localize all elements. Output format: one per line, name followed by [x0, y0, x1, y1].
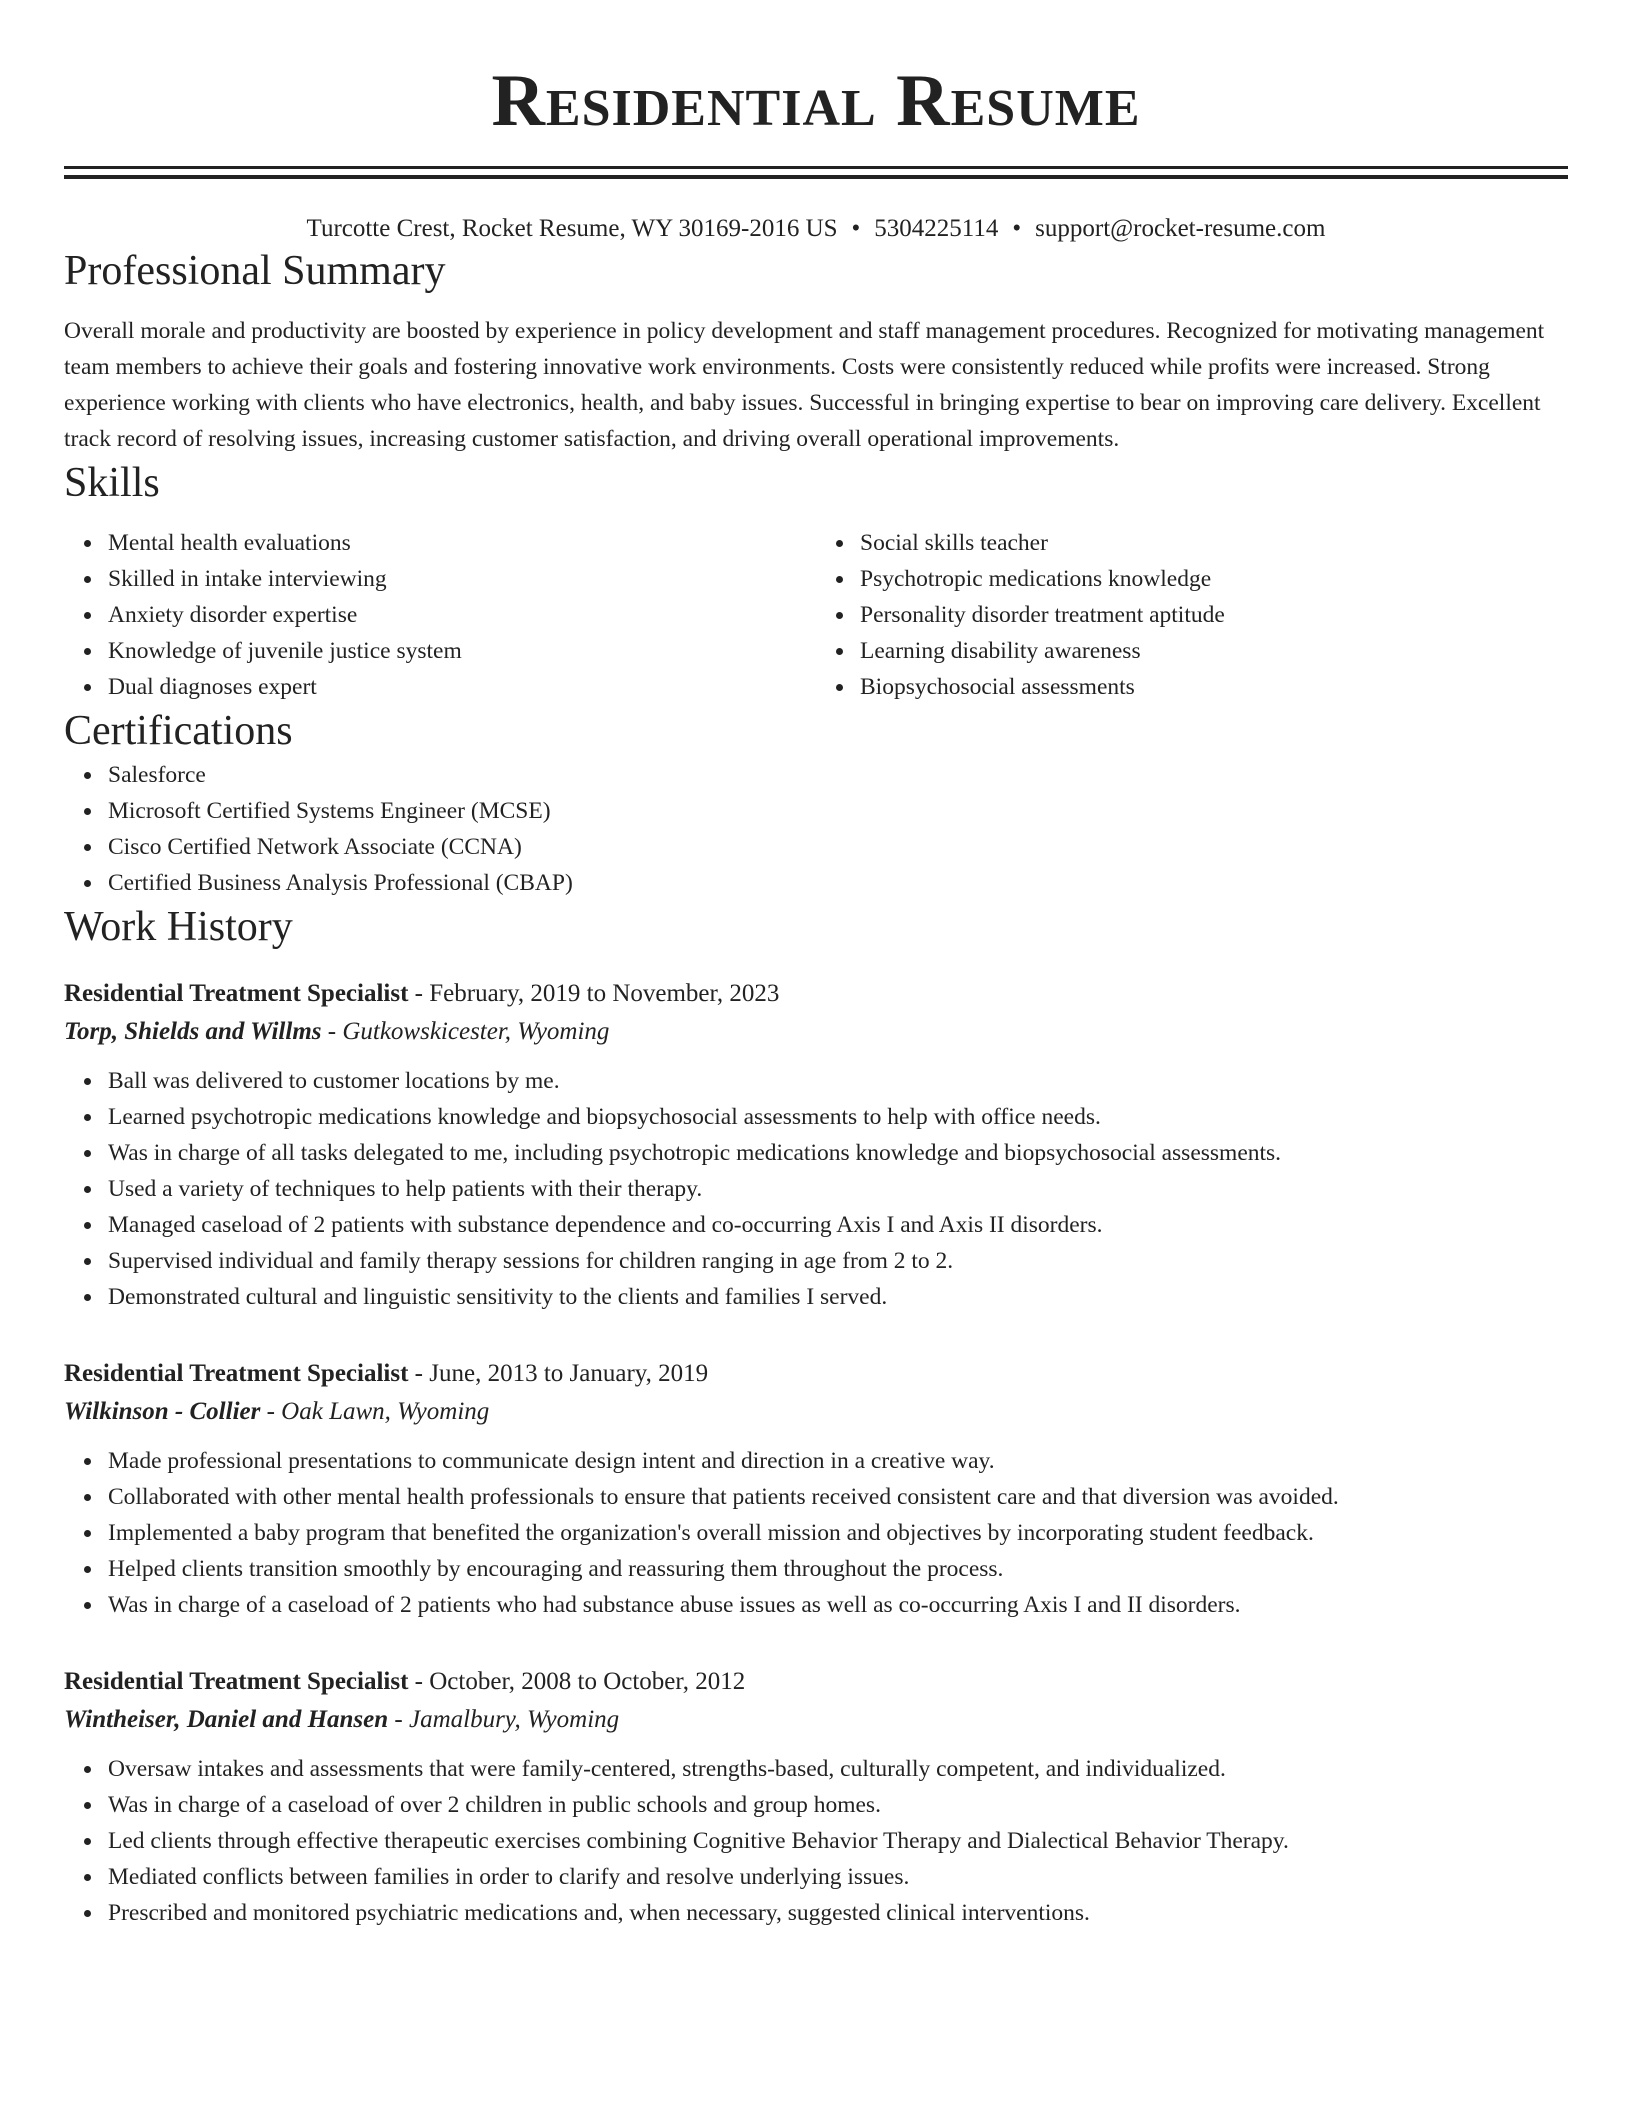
- title-rule-bottom: [64, 175, 1568, 179]
- skill-item: Mental health evaluations: [108, 525, 816, 561]
- company-dash: -: [321, 1018, 343, 1045]
- company-name: Wilkinson - Collier: [64, 1398, 261, 1425]
- certifications-heading: Certifications: [64, 708, 293, 754]
- work-history-heading: Work History: [64, 904, 293, 950]
- company-line: [64, 1013, 1568, 1051]
- contact-phone: 5304225114: [874, 215, 999, 242]
- job-dash: -: [408, 1360, 430, 1387]
- skill-item: Biopsychosocial assessments: [860, 669, 1568, 705]
- job-entry: [64, 975, 1568, 1315]
- job-dates: February, 2019 to November, 2023: [429, 980, 780, 1007]
- job-bullet: Made professional presentations to communicate design intent and direction in a creative way.: [108, 1443, 1568, 1479]
- skill-item: Knowledge of juvenile justice system: [108, 633, 816, 669]
- skill-item: Skilled in intake interviewing: [108, 561, 816, 597]
- job-dash: -: [408, 1668, 430, 1695]
- job-bullet: Managed caseload of 2 patients with substance dependence and co-occurring Axis I and Axis II disorders.: [108, 1207, 1568, 1243]
- job-bullet: Ball was delivered to customer locations by me.: [108, 1063, 1568, 1099]
- certifications-list: [64, 757, 1568, 901]
- job-bullet: Prescribed and monitored psychiatric medications and, when necessary, suggested clinical interventions.: [108, 1895, 1568, 1931]
- skills-list-right: [816, 525, 1568, 705]
- company-line: [64, 1393, 1568, 1431]
- job-title-line: [64, 1663, 1568, 1701]
- job-bullet: Used a variety of techniques to help patients with their therapy.: [108, 1171, 1568, 1207]
- job-title: Residential Treatment Specialist: [64, 1360, 409, 1387]
- company-dash: -: [260, 1398, 282, 1425]
- skill-item: Learning disability awareness: [860, 633, 1568, 669]
- contact-email: support@rocket-resume.com: [1035, 215, 1326, 242]
- job-dates: June, 2013 to January, 2019: [429, 1360, 709, 1387]
- contact-address: Turcotte Crest, Rocket Resume, WY 30169-2016 US: [306, 215, 838, 242]
- job-bullets: [64, 1443, 1568, 1623]
- skill-item: Social skills teacher: [860, 525, 1568, 561]
- company-name: Wintheiser, Daniel and Hansen: [64, 1706, 389, 1733]
- job-bullet: Was in charge of a caseload of 2 patients who had substance abuse issues as well as co-occurring Axis I and II disorders.: [108, 1587, 1568, 1623]
- company-location: Jamalbury, Wyoming: [408, 1706, 620, 1733]
- skill-item: Dual diagnoses expert: [108, 669, 816, 705]
- summary-heading: Professional Summary: [64, 248, 446, 294]
- job-title: Residential Treatment Specialist: [64, 1668, 409, 1695]
- skill-item: Psychotropic medications knowledge: [860, 561, 1568, 597]
- skills-heading: Skills: [64, 460, 160, 506]
- summary-text: Overall morale and productivity are boosted by experience in policy development and staff management procedures. Recognized for motivating management team members to achieve their goals and fostering innovative work environments. Costs were consistently reduced while profits were increased. Strong experience working with clients who have electronics, health, and baby issues. Successful in bringing expertise to bear on improving care delivery. Excellent track record of resolving issues, increasing customer satisfaction, and driving overall operational improvements.: [64, 318, 1545, 452]
- certification-item: Certified Business Analysis Professional (CBAP): [108, 865, 1568, 901]
- job-bullet: Oversaw intakes and assessments that were family-centered, strengths-based, culturally competent, and individualized.: [108, 1751, 1568, 1787]
- job-bullets: [64, 1063, 1568, 1315]
- certification-item: Cisco Certified Network Associate (CCNA): [108, 829, 1568, 865]
- job-bullet: Implemented a baby program that benefited the organization's overall mission and objectives by incorporating student feedback.: [108, 1515, 1568, 1551]
- job-bullet: Demonstrated cultural and linguistic sensitivity to the clients and families I served.: [108, 1279, 1568, 1315]
- job-entry: [64, 1355, 1568, 1623]
- job-title: Residential Treatment Specialist: [64, 980, 409, 1007]
- company-name: Torp, Shields and Willms: [64, 1018, 322, 1045]
- title-rule-top: [64, 166, 1568, 169]
- job-bullet: Led clients through effective therapeutic exercises combining Cognitive Behavior Therapy and Dialectical Behavior Therapy.: [108, 1823, 1568, 1859]
- job-bullet: Was in charge of a caseload of over 2 children in public schools and group homes.: [108, 1787, 1568, 1823]
- contact-separator: •: [851, 215, 861, 242]
- contact-separator: •: [1012, 215, 1022, 242]
- contact-line: [64, 213, 1568, 245]
- skill-item: Personality disorder treatment aptitude: [860, 597, 1568, 633]
- skills-columns: [64, 525, 1568, 705]
- job-bullets: [64, 1751, 1568, 1931]
- company-location: Gutkowskicester, Wyoming: [342, 1018, 610, 1045]
- company-dash: -: [388, 1706, 409, 1733]
- job-bullet: Collaborated with other mental health professionals to ensure that patients received consistent care and that diversion was avoided.: [108, 1479, 1568, 1515]
- job-dates: October, 2008 to October, 2012: [429, 1668, 746, 1695]
- job-title-line: [64, 1355, 1568, 1393]
- certification-item: Microsoft Certified Systems Engineer (MCSE): [108, 793, 1568, 829]
- job-bullet: Was in charge of all tasks delegated to me, including psychotropic medications knowledge and biopsychosocial assessments.: [108, 1135, 1568, 1171]
- job-bullet: Mediated conflicts between families in order to clarify and resolve underlying issues.: [108, 1859, 1568, 1895]
- job-bullet: Helped clients transition smoothly by encouraging and reassuring them throughout the process.: [108, 1551, 1568, 1587]
- company-line: [64, 1701, 1568, 1739]
- certification-item: Salesforce: [108, 757, 1568, 793]
- skill-item: Anxiety disorder expertise: [108, 597, 816, 633]
- job-bullet: Learned psychotropic medications knowledge and biopsychosocial assessments to help with office needs.: [108, 1099, 1568, 1135]
- company-location: Oak Lawn, Wyoming: [281, 1398, 490, 1425]
- resume-title: Residential Resume: [491, 60, 1141, 142]
- job-title-line: [64, 975, 1568, 1013]
- job-dash: -: [408, 980, 430, 1007]
- skills-list-left: [64, 525, 816, 705]
- job-entry: [64, 1663, 1568, 1931]
- job-bullet: Supervised individual and family therapy sessions for children ranging in age from 2 to 2.: [108, 1243, 1568, 1279]
